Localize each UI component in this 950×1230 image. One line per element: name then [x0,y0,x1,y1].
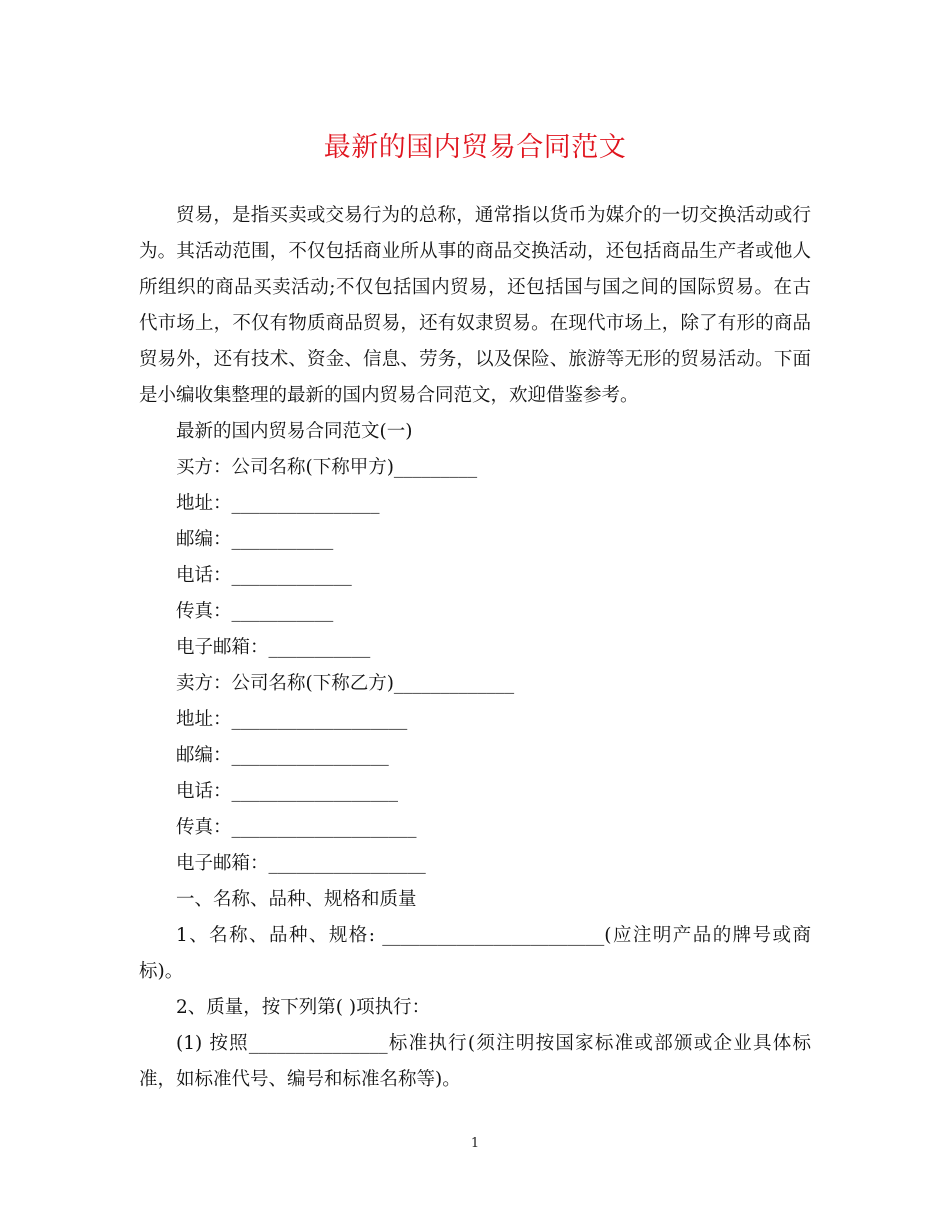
buyer-postcode-line: 邮编：___________ [176,529,334,550]
document-title: 最新的国内贸易合同范文 [323,132,627,163]
section-heading-1: 一、名称、品种、规格和质量 [176,889,417,910]
clause-1: 1、名称、品种、规格: ________________________(应注明产品的牌号或商标)。 [139,925,811,982]
intro-paragraph: 贸易，是指买卖或交易行为的总称，通常指以货币为媒介的一切交换活动或行为。其活动范围，不仅包括商业所从事的商品交换活动，还包括商品生产者或他人所组织的商品买卖活动;不仅包括国内贸易，还包括国与国之间的国际贸易。在古代市场上，不仅有物质商品贸易，还有奴隶贸易。在现代市场上，除了有形的商品贸易外，还有技术、资金、信息、劳务，以及保险、旅游等无形的贸易活动。下面是小编收集整理的最新的国内贸易合同范文，欢迎借鉴参考。 [139,205,811,406]
document-body [139,198,811,1098]
seller-address-line: 地址：___________________ [176,709,408,730]
buyer-address-line: 地址：________________ [176,493,380,514]
buyer-phone-line: 电话：_____________ [176,565,352,586]
contract-heading: 最新的国内贸易合同范文(一) [176,421,413,442]
buyer-company-line: 买方：公司名称(下称甲方)_________ [176,457,478,478]
buyer-fax-line: 传真：___________ [176,601,334,622]
seller-company-line: 卖方：公司名称(下称乙方)_____________ [176,673,515,694]
seller-phone-line: 电话：__________________ [176,781,399,802]
buyer-email-line: 电子邮箱：___________ [176,637,371,658]
page-number: 1 [470,1136,480,1151]
clause-2-item-1: (1) 按照_______________标准执行(须注明按国家标准或部颁或企业具体标准，如标准代号、编号和标准名称等)。 [139,1033,811,1090]
seller-postcode-line: 邮编：_________________ [176,745,389,766]
seller-email-line: 电子邮箱：_________________ [176,853,426,874]
seller-fax-line: 传真：____________________ [176,817,417,838]
clause-2: 2、质量，按下列第( )项执行： [176,997,431,1018]
